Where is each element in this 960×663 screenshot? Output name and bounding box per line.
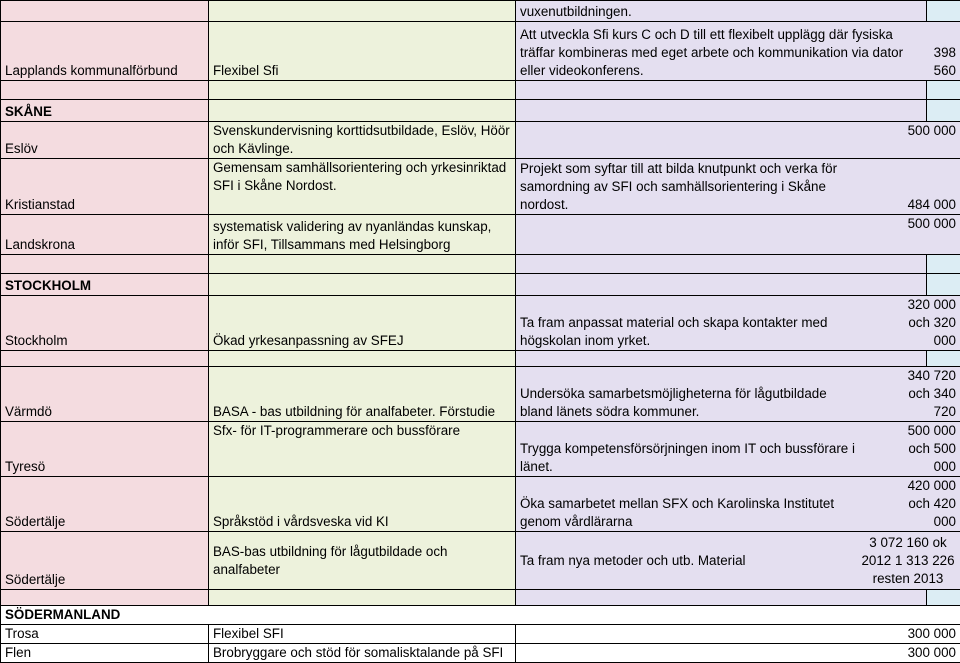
cell-project: Brobryggare och stöd för somalisktalande på SFI [209,644,516,663]
cell-project: Gemensam samhällsorientering och yrkesinriktad SFI i Skåne Nordost. [209,159,516,215]
cell-project: Ökad yrkesanpassning av SFEJ [209,296,516,351]
table-row [1,422,960,477]
region-stockholm: STOCKHOLM [1,274,209,296]
cell-description-amount [516,422,960,477]
spacer-row [1,81,960,100]
region-sodermanland: SÖDERMANLAND [1,606,960,625]
table-row [1,296,960,351]
cell-project: BAS-bas utbildning för lågutbildade och analfabeter [209,532,516,590]
cell-description-amount [516,296,960,351]
cell-description-amount [516,367,960,422]
table-row [1,159,960,215]
cell-municipality: Trosa [1,625,209,644]
amount-text: 320 000 och 320 000 [855,296,956,350]
cell-project: systematisk validering av nyanländas kunskap, inför SFI, Tillsammans med Helsingborg [209,215,516,255]
amount-text: 300 000 [520,625,956,643]
cell-amount [927,1,960,22]
description-text: Att utveckla Sfi kurs C och D till ett flexibelt upplägg där fysiska träffar kombineras med eget arbete och kommunikation via dator eller videokonferens. [520,26,925,80]
cell-municipality: Stockholm [1,296,209,351]
cell-description-amount [516,477,960,532]
table-row [1,367,960,422]
cell-project [209,1,516,22]
region-header-row [1,100,960,122]
amount-text: 3 072 160 ok 2012 1 313 226 resten 2013 [850,534,956,588]
table-row [1,1,960,22]
table-row [1,477,960,532]
spacer-row [1,351,960,367]
amount-text: 484 000 [850,196,956,214]
amount-text: 420 000 och 420 000 [855,477,956,531]
cell-description-amount [516,215,960,255]
cell-description-amount [516,532,960,590]
cell-municipality: Flen [1,644,209,663]
cell-project: Flexibel SFI [209,625,516,644]
region-header-row [1,606,960,625]
cell-description-amount [516,159,960,215]
cell-project: Språkstöd i vårdsveska vid KI [209,477,516,532]
amount-text: 500 000 [520,122,956,140]
cell-municipality: Värmdö [1,367,209,422]
description-text: Undersöka samarbetsmöjligheterna för lågutbildade bland länets södra kommuner. [520,385,855,421]
table-row [1,532,960,590]
cell-description-amount [516,644,960,663]
cell-municipality: Tyresö [1,422,209,477]
cell-municipality: Eslöv [1,122,209,159]
cell-municipality: Landskrona [1,215,209,255]
description-text: Projekt som syftar till att bilda knutpunkt och verka för samordning av SFI och samhällsorientering i Skåne nordost. [520,160,850,214]
table-row [1,644,960,663]
region-skane: SKÅNE [1,100,209,122]
amount-text: 500 000 och 500 000 [855,422,956,476]
spacer-row [1,590,960,606]
amount-text: 398 560 [925,44,956,80]
cell-description-amount [516,22,960,81]
region-header-row [1,274,960,296]
description-text: Öka samarbetet mellan SFX och Karolinska Institutet genom vårdlärarna [520,495,855,531]
amount-text: 500 000 [520,215,956,233]
cell-municipality: Lapplands kommunalförbund [1,22,209,81]
cell-project: Sfx- för IT-programmerare och bussförare [209,422,516,477]
cell-project: BASA - bas utbildning för analfabeter. Förstudie [209,367,516,422]
table-row [1,215,960,255]
spacer-row [1,255,960,274]
description-text: Ta fram nya metoder och utb. Material [520,552,850,570]
cell-municipality: Södertälje [1,477,209,532]
cell-municipality [1,1,209,22]
cell-project: Svenskundervisning korttidsutbildade, Eslöv, Höör och Kävlinge. [209,122,516,159]
cell-description-amount [516,625,960,644]
cell-municipality: Södertälje [1,532,209,590]
description-text: Trygga kompetensförsörjningen inom IT och bussförare i länet. [520,440,855,476]
cell-municipality: Kristianstad [1,159,209,215]
table-row [1,625,960,644]
description-text: Ta fram anpassat material och skapa kontakter med högskolan inom yrket. [520,314,855,350]
table-row [1,122,960,159]
cell-project: Flexibel Sfi [209,22,516,81]
amount-text: 340 720 och 340 720 [855,367,956,421]
cell-description: vuxenutbildningen. [516,1,927,22]
cell-description-amount [516,122,960,159]
amount-text: 300 000 [520,644,956,662]
table-row [1,22,960,81]
